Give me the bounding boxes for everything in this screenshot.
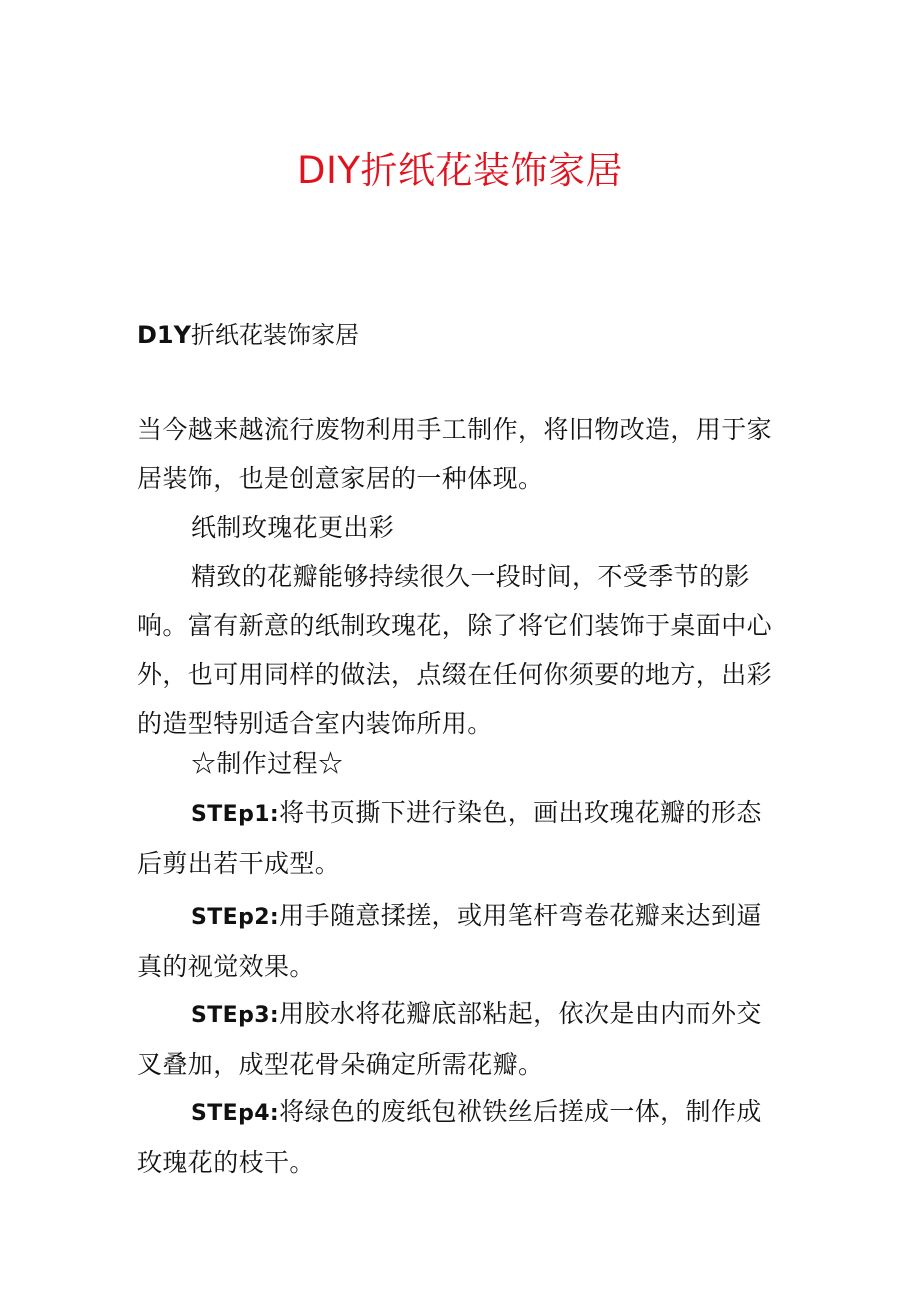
step-paragraph-3 [137,989,777,1089]
step-text-3: 用胶水将花瓣底部粘起，依次是由内而外交叉叠加，成型花骨朵确定所需花瓣。 [137,999,762,1079]
description-paragraph: 精致的花瓣能够持续很久一段时间，不受季节的影响。富有新意的纸制玫瑰花，除了将它们装饰于桌面中心外，也可用同样的做法，点缀在任何你须要的地方，出彩的造型特别适合室内装饰所用。 [137,562,773,738]
step-paragraph-1 [137,788,777,888]
section-heading: 纸制玫瑰花更出彩 [191,513,395,542]
process-heading: ☆制作过程☆ [191,749,344,778]
step-text-4: 将绿色的废纸包袱铁丝后搓成一体，制作成玫瑰花的枝干。 [137,1097,762,1177]
step-label-4: STEp4: [191,1101,280,1126]
subtitle-latin: D1Y [137,321,191,349]
step-text-1: 将书页撕下进行染色，画出玫瑰花瓣的形态后剪出若干成型。 [137,798,762,878]
step-label-3: STEp3: [191,1003,280,1028]
document-subtitle [137,318,359,352]
step-label-1: STEp1: [191,802,280,827]
step-paragraph-2 [137,891,777,991]
step-label-2: STEp2: [191,905,280,930]
subtitle-rest: 折纸花装饰家居 [191,321,359,349]
step-paragraph-4 [137,1087,777,1187]
intro-paragraph: 当今越来越流行废物利用手工制作，将旧物改造，用于家居装饰，也是创意家居的一种体现。 [137,415,773,493]
step-text-2: 用手随意揉搓，或用笔杆弯卷花瓣来达到逼真的视觉效果。 [137,901,762,981]
document-title: DIY折纸花装饰家居 [296,149,623,192]
